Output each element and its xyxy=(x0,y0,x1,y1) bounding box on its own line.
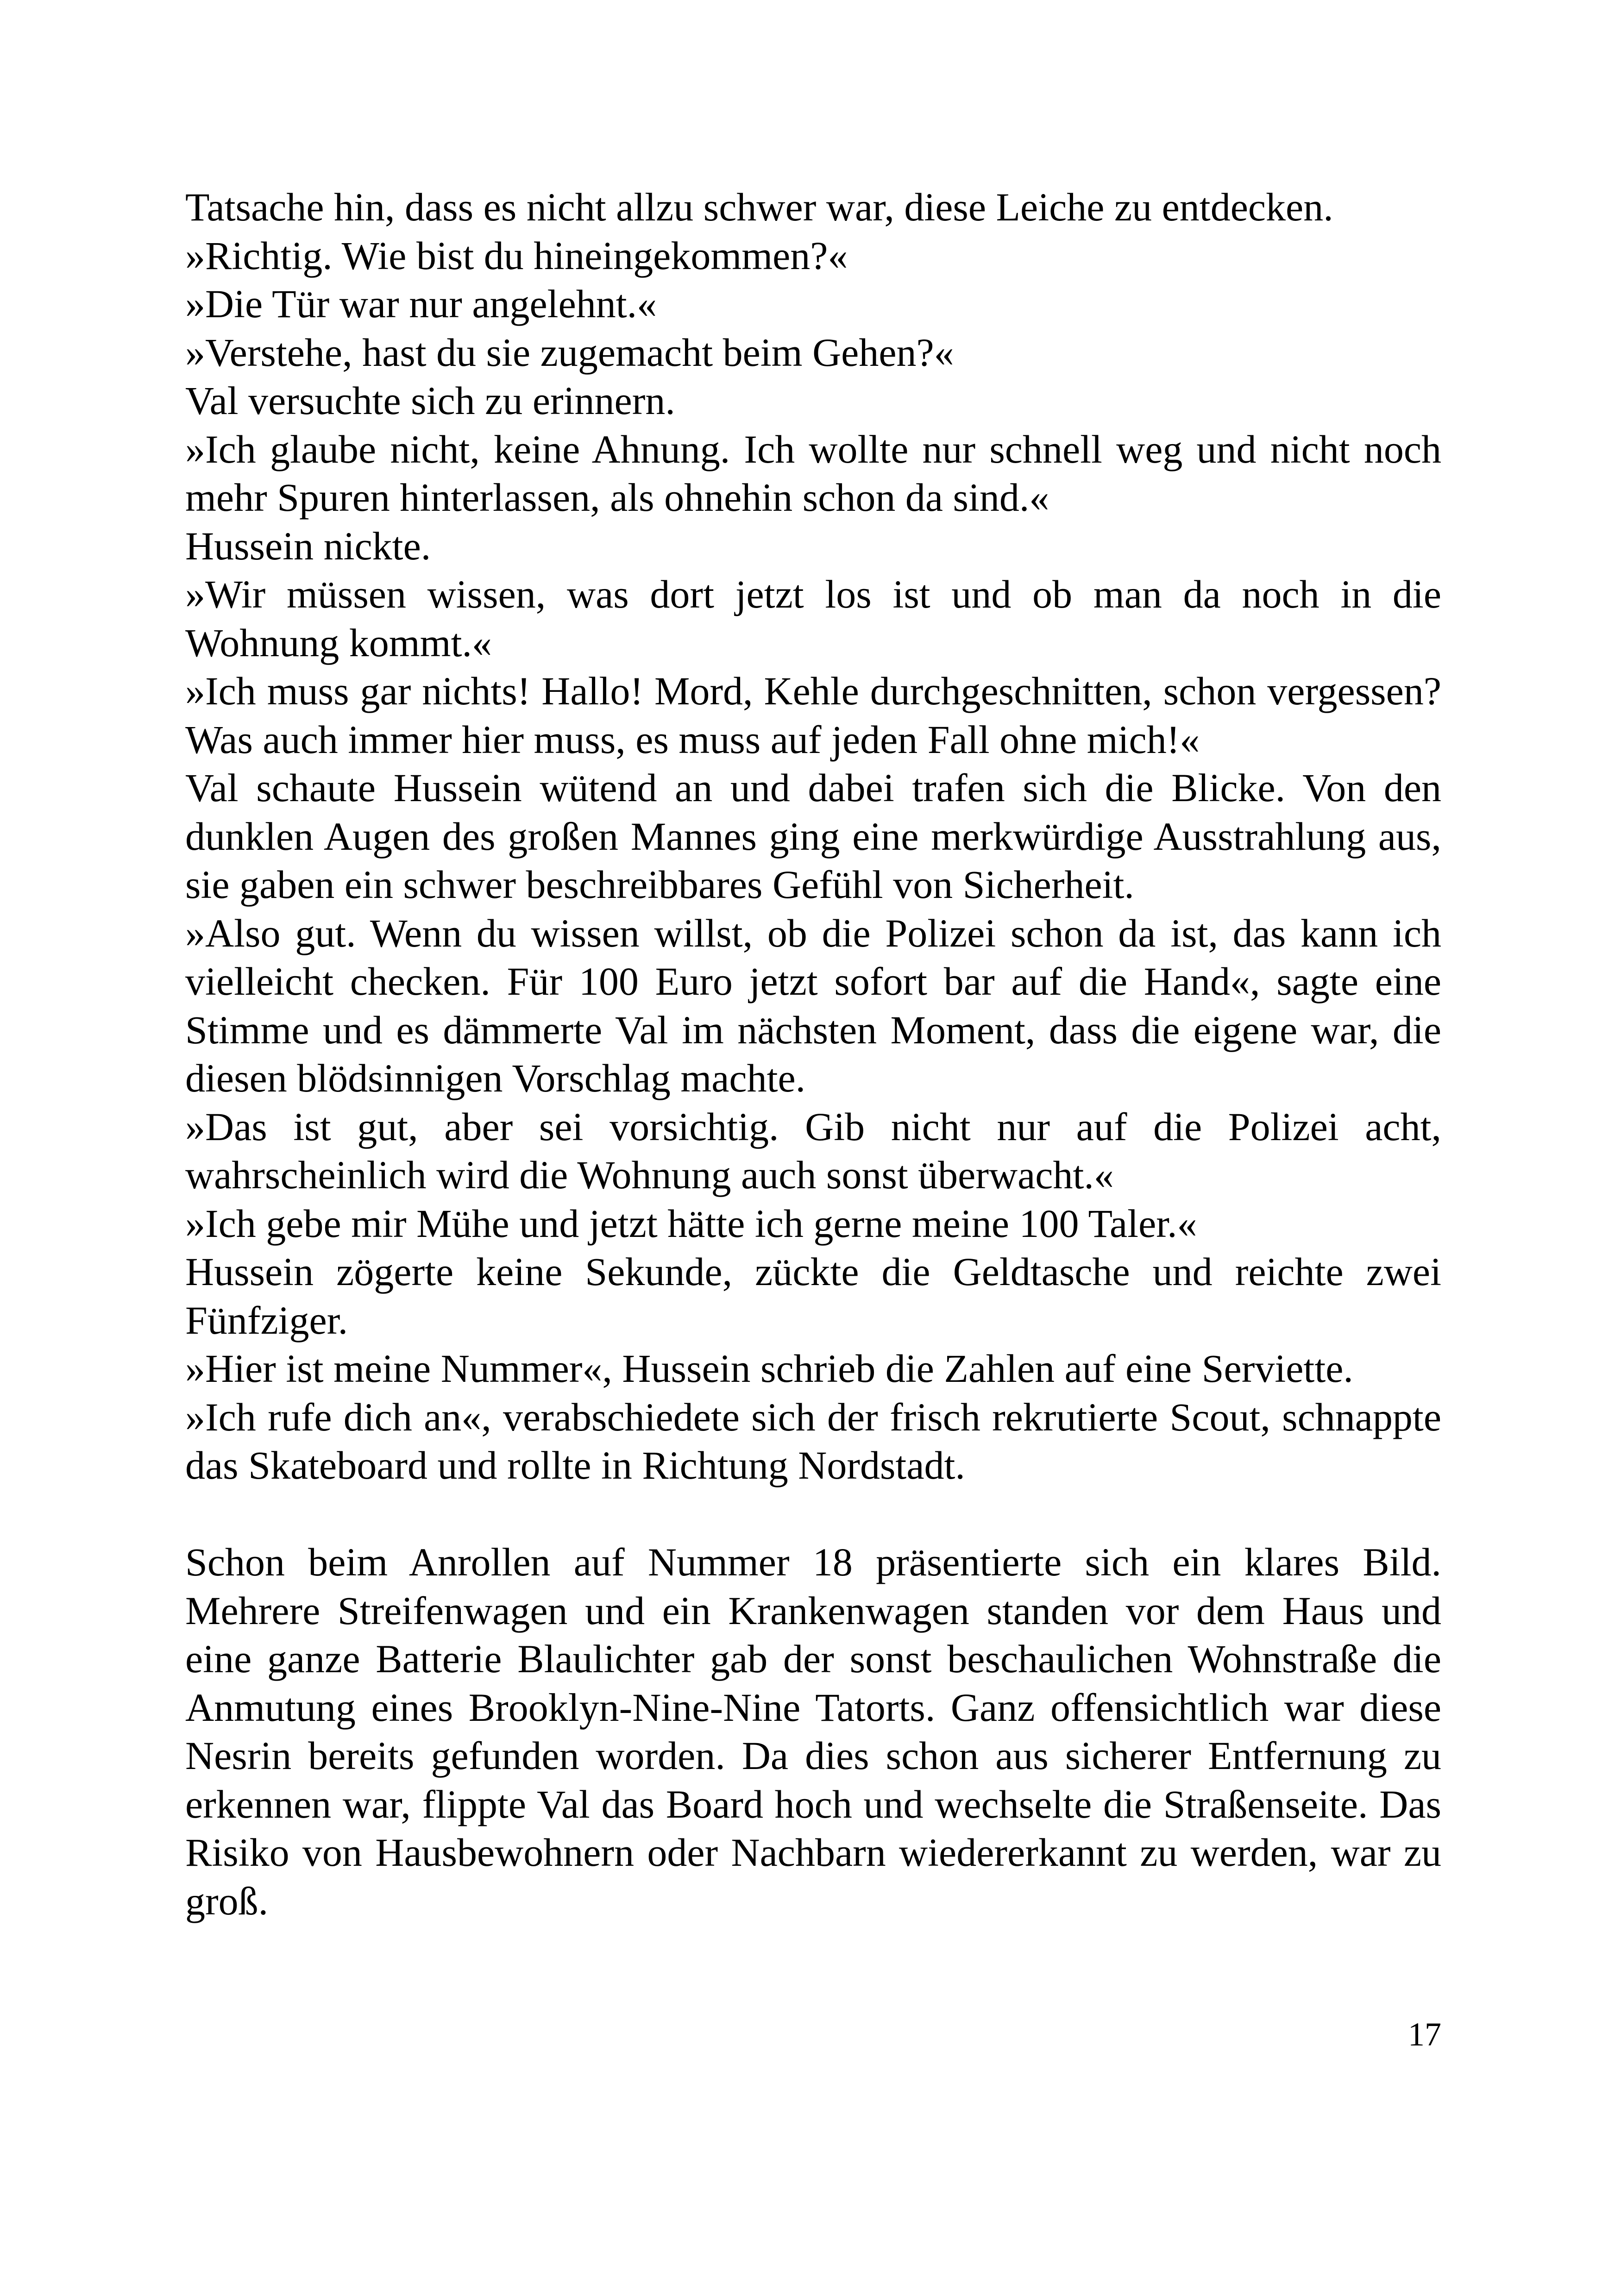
paragraph: »Ich muss gar nichts! Hallo! Mord, Kehle durchgeschnitten, schon vergessen? Was auch immer hier muss, es muss auf jeden Fall ohne mich!« xyxy=(185,669,1441,762)
body-text xyxy=(185,183,1441,1925)
paragraph: »Das ist gut, aber sei vorsichtig. Gib nicht nur auf die Polizei acht, wahrscheinlich wird die Wohnung auch sonst überwacht.« xyxy=(185,1104,1441,1197)
paragraph: »Ich gebe mir Mühe und jetzt hätte ich gerne meine 100 Taler.« xyxy=(185,1201,1197,1246)
paragraph: »Die Tür war nur angelehnt.« xyxy=(185,282,657,326)
paragraph: »Hier ist meine Nummer«, Hussein schrieb die Zahlen auf eine Serviette. xyxy=(185,1346,1353,1391)
paragraph: Tatsache hin, dass es nicht allzu schwer war, diese Leiche zu entdecken. xyxy=(185,185,1333,229)
paragraph: »Wir müssen wissen, was dort jetzt los ist und ob man da noch in die Wohnung kommt.« xyxy=(185,572,1441,665)
paragraph: Hussein nickte. xyxy=(185,523,431,568)
paragraph: »Ich glaube nicht, keine Ahnung. Ich wollte nur schnell weg und nicht noch mehr Spuren hinterlassen, als ohnehin schon da sind.« xyxy=(185,427,1441,520)
paragraph: »Ich rufe dich an«, verabschiedete sich der frisch rekrutierte Scout, schnappte das Skateboard und rollte in Richtung Nordstadt. xyxy=(185,1394,1441,1487)
page-number: 17 xyxy=(1408,2016,1441,2053)
paragraph: Hussein zögerte keine Sekunde, zückte die Geldtasche und reichte zwei Fünfziger. xyxy=(185,1249,1441,1342)
paragraph: Val schaute Hussein wütend an und dabei trafen sich die Blicke. Von den dunklen Augen des großen Mannes ging eine merkwürdige Ausstrahlung aus, sie gaben ein schwer beschreibbares Gefühl von Sicherheit. xyxy=(185,765,1441,907)
paragraph: Schon beim Anrollen auf Nummer 18 präsentierte sich ein klares Bild. Mehrere Streifenwagen und ein Krankenwagen standen vor dem Haus und eine ganze Batterie Blaulichter gab der sonst beschaulichen Wohnstraße die Anmutung eines Brooklyn-Nine-Nine Tatorts. Ganz offensichtlich war diese Nesrin bereits gefunden worden. Da dies schon aus sicherer Entfernung zu erkennen war, flippte Val das Board hoch und wechselte die Straßenseite. Das Risiko von Hausbewohnern oder Nachbarn wiedererkannt zu werden, war zu groß. xyxy=(185,1540,1441,1923)
paragraph: »Also gut. Wenn du wissen willst, ob die Polizei schon da ist, das kann ich vielleicht checken. Für 100 Euro jetzt sofort bar auf die Hand«, sagte eine Stimme und es dämmerte Val im nächsten Moment, dass die eigene war, die diesen blödsinnigen Vorschlag machte. xyxy=(185,910,1441,1100)
paragraph: »Richtig. Wie bist du hineingekommen?« xyxy=(185,233,848,278)
paragraph-gap xyxy=(185,1490,1441,1538)
paragraph: Val versuchte sich zu erinnern. xyxy=(185,378,675,423)
paragraph: »Verstehe, hast du sie zugemacht beim Gehen?« xyxy=(185,330,954,375)
